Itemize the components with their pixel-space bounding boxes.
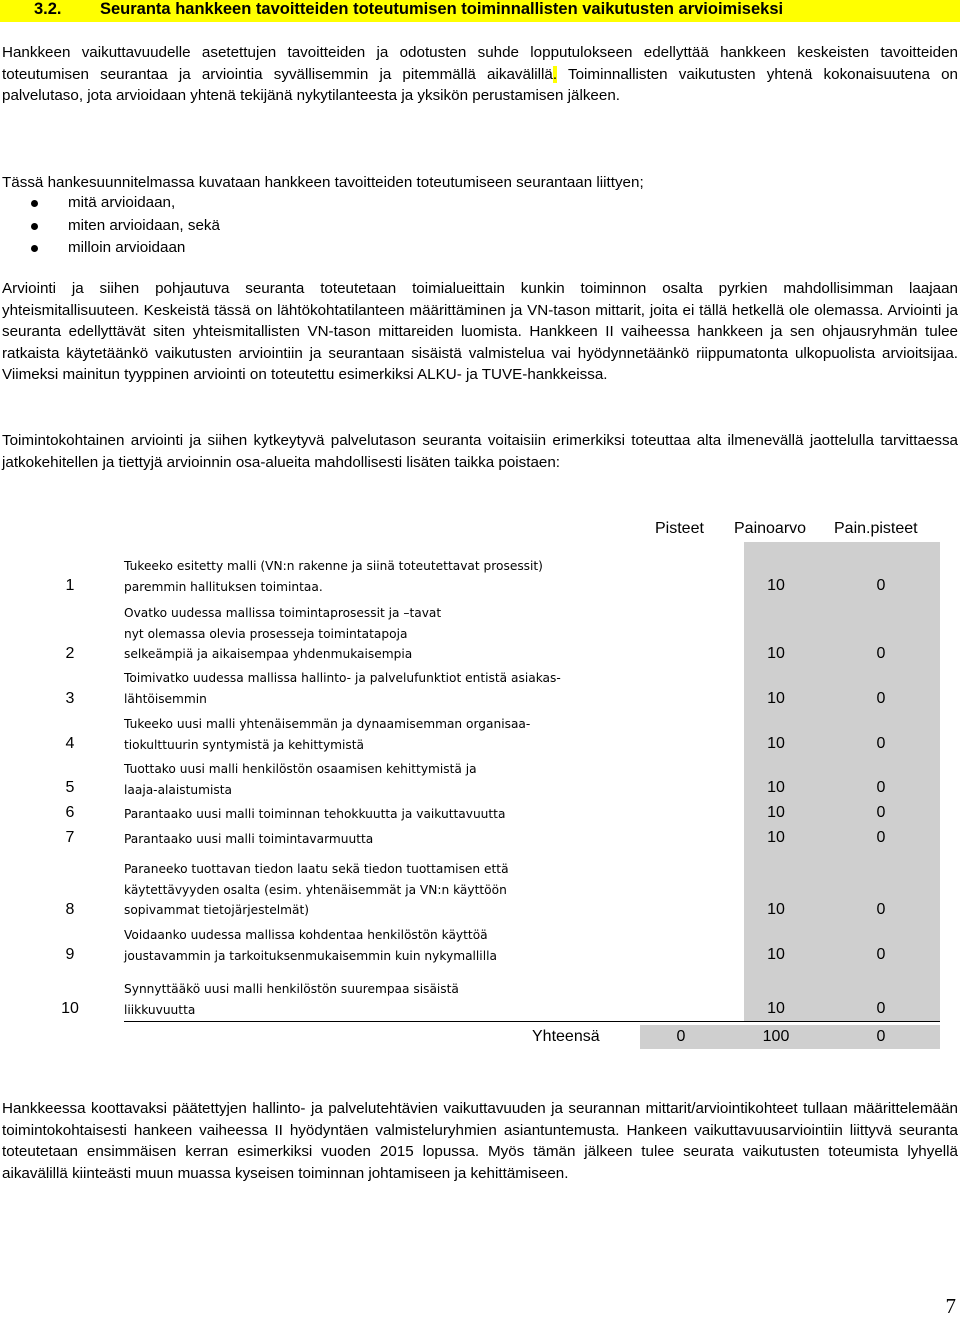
row-weight: 10 xyxy=(767,779,785,796)
page-number: 7 xyxy=(945,1294,956,1318)
row-description: Paraneeko tuottavan tiedon laatu sekä tiedon tuottamisen että käytettävyyden osalta (esim. yhtenäisemmät ja VN:n käyttöön sopivammat tietojärjestelmät) xyxy=(124,862,509,917)
row-description: Voidaanko uudessa mallissa kohdentaa henkilöstön käyttöä joustavammin ja tarkoituksenmukaisemmin kuin nykymallilla xyxy=(124,928,497,963)
row-weight: 10 xyxy=(767,735,785,752)
row-weight: 10 xyxy=(767,645,785,662)
table-rule xyxy=(124,1021,940,1022)
row-description: Ovatko uudessa mallissa toimintaprosessit ja –tavat nyt olemassa olevia prosesseja toimintatapoja selkeämpiä ja aikaisempaa yhdenmukaisempia xyxy=(124,606,442,661)
row-number: 1 xyxy=(65,577,75,594)
row-weight: 10 xyxy=(767,1000,785,1017)
intro-part3: Toiminnallisten vaikutusten yhtenä kokonaisuutena on palvelutaso, jota arvioidaan yhtenä tekijänä nykytilanteesta ja yksikön perustamisen jälkeen. xyxy=(2,65,958,104)
closing-paragraph xyxy=(2,1098,958,1184)
row-weighted: 0 xyxy=(876,645,886,662)
row-weighted: 0 xyxy=(876,735,886,752)
row-number: 6 xyxy=(65,804,75,821)
total-label: Yhteensä xyxy=(532,1028,600,1045)
intro-highlight: . xyxy=(552,65,558,83)
row-number: 3 xyxy=(65,690,75,707)
row-number: 5 xyxy=(65,779,75,796)
row-weighted: 0 xyxy=(876,946,886,963)
row-weighted: 0 xyxy=(876,690,886,707)
row-description: Tuottako uusi malli henkilöstön osaamisen kehittymistä ja laaja-alaistumista xyxy=(124,762,477,797)
total-weighted: 0 xyxy=(876,1028,886,1045)
row-weighted: 0 xyxy=(876,829,886,846)
service-text: Toimintokohtainen arviointi ja siihen kytkeytyvä palvelutason seuranta voitaisiin erimerkiksi toteuttaa alta ilmenevällä jaottelulla tarvittaessa jatkokehitellen ja tiettyjä arvioinnin osa-alueita mahdollisesti lisäten taikka poistaen: xyxy=(2,432,958,471)
row-number: 8 xyxy=(65,901,75,918)
section-heading xyxy=(0,0,960,22)
row-weighted: 0 xyxy=(876,901,886,918)
row-weight: 10 xyxy=(767,577,785,594)
intro-part1: Hankkeen vaikuttavuudelle asetettujen tavoitteiden ja odotusten suhde lopputulokseen edellyttää hankkeen keskeisten tavoitteiden toteutumisen seurantaa ja arviointia syvällisemmin ja pitemmällä aikavälillä xyxy=(2,44,958,83)
row-number: 7 xyxy=(65,829,75,846)
row-weighted: 0 xyxy=(876,804,886,821)
row-description: Parantaako uusi malli toimintavarmuutta xyxy=(124,832,374,846)
total-points: 0 xyxy=(676,1028,686,1045)
bullet-list xyxy=(30,192,220,260)
evaluation-paragraph xyxy=(2,278,958,386)
row-description: Tukeeko uusi malli yhtenäisemmän ja dynaamisemman organisaa- tiokulttuurin syntymistä ja kehittymistä xyxy=(124,717,531,752)
row-number: 4 xyxy=(65,735,75,752)
section-title: Seuranta hankkeen tavoitteiden toteutumisen toiminnallisten vaikutusten arvioimiseksi xyxy=(100,0,784,18)
row-description: Tukeeko esitetty malli (VN:n rakenne ja siinä toteutettavat prosessit) paremmin hallituksen toimintaa. xyxy=(124,559,543,594)
header-weighted: Pain.pisteet xyxy=(834,520,918,537)
row-weight: 10 xyxy=(767,690,785,707)
bullet-item: miten arvioidaan, sekä xyxy=(30,215,220,238)
intro-paragraph xyxy=(2,42,958,107)
row-number: 9 xyxy=(65,946,75,963)
bullet-item: mitä arvioidaan, xyxy=(30,192,220,215)
row-weighted: 0 xyxy=(876,577,886,594)
row-weight: 10 xyxy=(767,946,785,963)
evaluation-text: Arviointi ja siihen pohjautuva seuranta toteutetaan toimialueittain kunkin toiminnon osalta pyrkien mahdollisimman laajaan yhteismitallisuuteen. Keskeistä tässä on lähtökohtatilanteen määrittäminen ja VN-tason mittarit, joita ei tällä hetkellä ole olemassa. Arviointi ja seuranta edellyttävät siten yhteismitallisten VN-tason mittareiden luomista. Hankkeen II vaiheessa hankkeen ja sen ohjausryhmän tulee ratkaista käytetäänkö vaikutusten arviointiin ja seurantaan sisäistä valmistelua vai hyödynnetäänkö riippumatonta ulkopuolista arvioitsijaa. Viimeksi mainitun tyyppinen arviointi on toteutettu esimerkiksi ALKU- ja TUVE-hankkeissa. xyxy=(2,280,958,383)
header-points: Pisteet xyxy=(655,520,704,537)
row-weight: 10 xyxy=(767,804,785,821)
row-number: 10 xyxy=(61,1000,79,1017)
closing-text: Hankkeessa koottavaksi päätettyjen hallinto- ja palvelutehtävien vaikuttavuuden ja seurannan mittarit/arviointikohteet tullaan määrittelemään toimintokohtaisesti hankeen vaiheessa II hyödyntäen valmisteluryhmien asiantuntemusta. Hankeen vaikuttavuusarviointiin liittyvä seuranta toteutetaan ensimmäisen kerran esimerkiksi vuoden 2015 lopussa. Myös tämän jälkeen tulee seurata vaikutusten toteumista lyhyellä aikavälillä kiinteästi muun muassa kyseisen toiminnan johtamiseen ja kehittämiseen. xyxy=(2,1100,958,1182)
row-weighted: 0 xyxy=(876,779,886,796)
row-weighted: 0 xyxy=(876,1000,886,1017)
bullet-item: milloin arvioidaan xyxy=(30,237,220,260)
header-weight: Painoarvo xyxy=(734,520,807,537)
row-description: Synnyttääkö uusi malli henkilöstön suurempaa sisäistä liikkuvuutta xyxy=(124,982,459,1017)
row-weight: 10 xyxy=(767,829,785,846)
row-weight: 10 xyxy=(767,901,785,918)
plan-paragraph xyxy=(2,172,958,194)
section-number: 3.2. xyxy=(34,0,62,18)
service-paragraph xyxy=(2,430,958,473)
total-weight: 100 xyxy=(762,1028,790,1045)
row-description: Toimivatko uudessa mallissa hallinto- ja palvelufunktiot entistä asiakas- lähtöisemmin xyxy=(124,671,561,706)
plan-text: Tässä hankesuunnitelmassa kuvataan hankkeen tavoitteiden toteutumiseen seurantaan liittyen; xyxy=(2,174,644,191)
row-description: Parantaako uusi malli toiminnan tehokkuutta ja vaikuttavuutta xyxy=(124,807,506,821)
row-number: 2 xyxy=(65,645,75,662)
